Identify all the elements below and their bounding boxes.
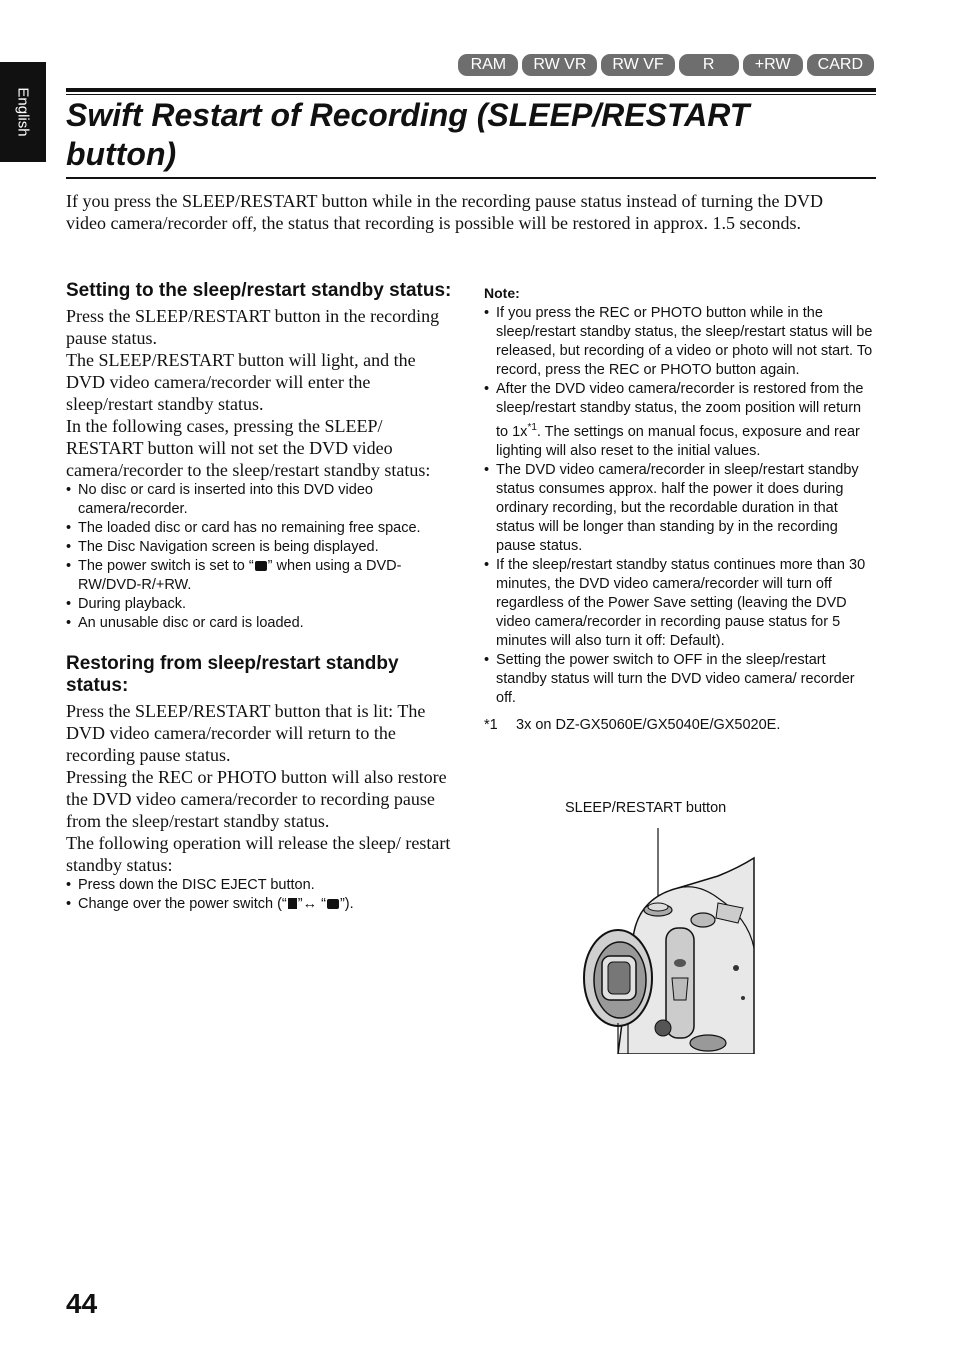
paragraph: Press the SLEEP/RESTART button in the recording pause status. [66,306,440,348]
badge-rw-vf: RW VF [601,54,674,76]
badge-card: CARD [807,54,874,76]
paragraph: Pressing the REC or PHOTO button will also restore the DVD video camera/recorder to recording pause from the sleep/restart standby status. [66,767,447,831]
footnote-ref: *1 [527,422,537,433]
left-column [66,280,456,914]
text-fragment: . The settings on manual focus, exposure and rear lighting will also reset to the initial values. [496,423,860,459]
list-item: • If you press the REC or PHOTO button while in the sleep/restart standby status, the sleep/restart status will be released, but recording of a video or photo will not start. To record, press the REC or PHOTO button again. [484,304,876,380]
camcorder-illustration [578,828,758,1054]
photo-camera-icon [255,561,267,571]
list-item [484,380,876,461]
page-number: 44 [66,1288,98,1319]
bullet-list [66,876,456,914]
text-fragment: ” when using a DVD-RW/DVD-R/+RW. [78,558,402,593]
paragraph: Press the SLEEP/RESTART button that is lit: The DVD video camera/recorder will return to the recording pause status. [66,701,426,765]
intro-paragraph: If you press the SLEEP/RESTART button while in the recording pause status instead of turning the DVD video camera/recorder off, the status that recording is possible will be restored in approx. 1.5 seconds. [66,191,824,233]
figure-caption: SLEEP/RESTART button [565,800,727,816]
badge-rw-vr: RW VR [522,54,597,76]
list-item [66,557,456,595]
text-fragment: ”). [339,896,354,912]
text-fragment: ”↔ “ [297,896,326,912]
list-item: • The Disc Navigation screen is being displayed. [66,538,456,557]
title-rule-bottom [66,177,876,179]
list-item: • Setting the power switch to OFF in the sleep/restart standby status will turn the DVD video camera/ recorder off. [484,651,876,708]
paragraph: The following operation will release the sleep/ restart standby status: [66,833,451,875]
badge-plus-rw: +RW [743,54,803,76]
list-item: • The loaded disc or card has no remaining free space. [66,519,456,538]
section-heading-restoring: Restoring from sleep/restart standby status: [66,653,399,696]
list-item: • No disc or card is inserted into this DVD video camera/recorder. [66,481,456,519]
list-item: • During playback. [66,595,456,614]
footnote-text: 3x on DZ-GX5060E/GX5040E/GX5020E. [516,716,781,733]
list-item: • Press down the DISC EJECT button. [66,876,456,895]
text-fragment: After the DVD video camera/recorder is restored from the sleep/restart standby status, the zoom position will return to 1x [496,381,864,440]
photo-camera-icon [327,899,339,909]
right-column [484,284,876,735]
list-item: • If the sleep/restart standby status continues more than 30 minutes, the DVD video camera/recorder will turn off regardless of the Power Save setting (leaving the DVD video camera/recorder in recording pause status for 5 minutes will also turn it off: Default). [484,556,876,651]
paragraph: The SLEEP/RESTART button will light, and the DVD video camera/recorder will enter the sleep/restart standby status. [66,350,416,414]
footnote-mark: *1 [484,716,498,733]
badge-ram: RAM [458,54,518,76]
title-rule-top [66,88,876,92]
title-rule-top-thin [66,94,876,95]
page-title: Swift Restart of Recording (SLEEP/RESTART button) [66,97,750,172]
text-fragment: The power switch is set to “ [78,558,254,574]
note-heading [484,284,876,303]
paragraph: In the following cases, pressing the SLEEP/ RESTART button will not set the DVD video camera/recorder to the sleep/restart standby status: [66,416,431,480]
footnote [484,716,876,735]
list-item: • An unusable disc or card is loaded. [66,614,456,633]
language-tab [0,62,46,162]
list-item [66,895,456,914]
movie-mode-icon [288,898,297,909]
note-colon: : [515,285,520,301]
text-fragment: Change over the power switch (“ [78,896,287,912]
note-title: Note [484,285,516,301]
section-restoring [66,653,456,914]
note-list [484,304,876,708]
section-heading-setting: Setting to the sleep/restart standby status: [66,280,452,301]
bullet-list [66,481,456,633]
media-badges [458,54,874,76]
badge-r: R [679,54,739,76]
language-label: English [14,87,32,137]
list-item: • The DVD video camera/recorder in sleep/restart standby status consumes approx. half the power it does during ordinary recording, but the recordable duration in that status will be longer than standing by in the recording pause status. [484,461,876,556]
